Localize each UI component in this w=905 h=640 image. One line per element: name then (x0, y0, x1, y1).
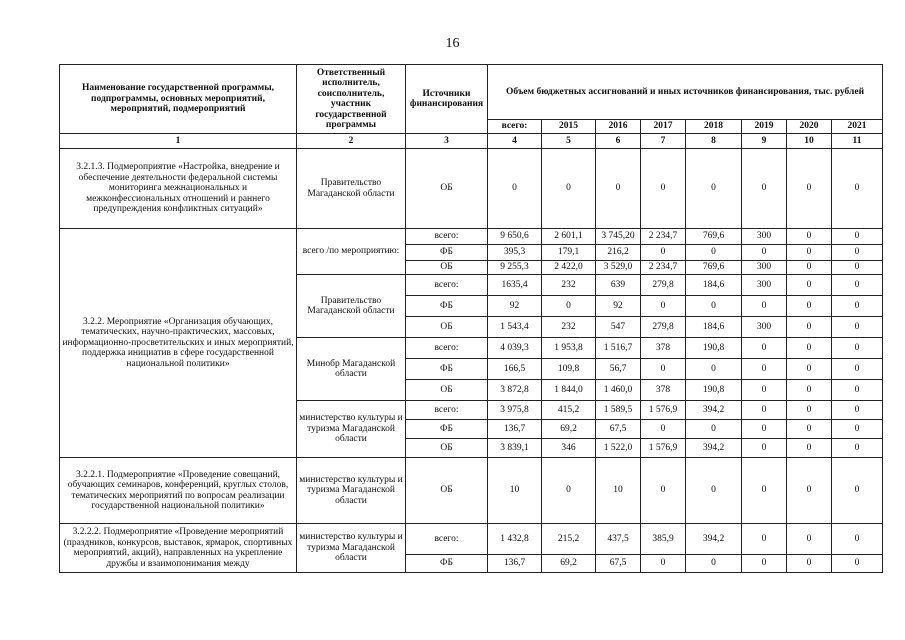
value-cell: 184,6 (686, 275, 742, 296)
value-cell: 0 (742, 380, 787, 401)
value-cell: 0 (742, 458, 787, 524)
value-cell: 9 650,6 (488, 229, 542, 245)
value-cell: 0 (686, 245, 742, 261)
value-cell: 0 (641, 296, 686, 317)
value-cell: 3 839,1 (488, 439, 542, 458)
value-cell: 0 (742, 420, 787, 439)
value-cell: 0 (832, 555, 883, 573)
header-volume: Объем бюджетных ассигнований и иных источников финансирования, тыс. рублей (488, 65, 883, 120)
table-row (60, 524, 883, 555)
table-row (60, 149, 883, 229)
value-cell: 0 (832, 261, 883, 275)
value-cell: 232 (542, 275, 596, 296)
value-cell: 0 (787, 261, 832, 275)
value-cell: 1 460,0 (596, 380, 641, 401)
value-cell: 0 (787, 229, 832, 245)
value-cell: 0 (832, 338, 883, 359)
value-cell: 0 (832, 380, 883, 401)
value-cell: 190,8 (686, 380, 742, 401)
value-cell: 2 601,1 (542, 229, 596, 245)
value-cell: 0 (742, 401, 787, 420)
value-cell: 769,6 (686, 261, 742, 275)
value-cell: 0 (787, 149, 832, 229)
value-cell: 216,2 (596, 245, 641, 261)
source-cell: ОБ (406, 261, 488, 275)
value-cell: 0 (742, 439, 787, 458)
column-number: 6 (596, 134, 641, 149)
value-cell: 0 (542, 149, 596, 229)
header-year: 2018 (686, 120, 742, 134)
value-cell: 4 039,3 (488, 338, 542, 359)
value-cell: 0 (787, 359, 832, 380)
value-cell: 639 (596, 275, 641, 296)
column-number: 10 (787, 134, 832, 149)
value-cell: 378 (641, 380, 686, 401)
value-cell: 67,5 (596, 555, 641, 573)
source-cell: ФБ (406, 296, 488, 317)
column-number: 1 (60, 134, 297, 149)
value-cell: 0 (832, 420, 883, 439)
column-number: 11 (832, 134, 883, 149)
value-cell: 279,8 (641, 317, 686, 338)
value-cell: 0 (832, 458, 883, 524)
value-cell: 385,9 (641, 524, 686, 555)
value-cell: 0 (742, 359, 787, 380)
source-cell: ФБ (406, 359, 488, 380)
value-cell: 0 (787, 439, 832, 458)
value-cell: 346 (542, 439, 596, 458)
value-cell: 0 (787, 275, 832, 296)
executor-cell: Правительство Магаданской области (297, 275, 406, 338)
value-cell: 3 975,8 (488, 401, 542, 420)
value-cell: 0 (686, 420, 742, 439)
value-cell: 0 (641, 245, 686, 261)
value-cell: 394,2 (686, 401, 742, 420)
value-cell: 1 432,8 (488, 524, 542, 555)
value-cell: 56,7 (596, 359, 641, 380)
value-cell: 0 (832, 401, 883, 420)
value-cell: 0 (832, 275, 883, 296)
value-cell: 10 (488, 458, 542, 524)
value-cell: 1 522,0 (596, 439, 641, 458)
source-cell: всего: (406, 338, 488, 359)
header-year: 2019 (742, 120, 787, 134)
value-cell: 1 589,5 (596, 401, 641, 420)
value-cell: 0 (686, 458, 742, 524)
value-cell: 0 (596, 149, 641, 229)
header-year: 2020 (787, 120, 832, 134)
value-cell: 279,8 (641, 275, 686, 296)
value-cell: 547 (596, 317, 641, 338)
measure-name: 3.2.2. Мероприятие «Организация обучающих, тематических, научно-практических, массовых, информационно-просветительских и иных мероприятий, поддержка инициатив в сфере государственной национальной политики» (60, 229, 297, 458)
value-cell: 415,2 (542, 401, 596, 420)
table-row (60, 229, 883, 245)
value-cell: 0 (832, 317, 883, 338)
value-cell: 0 (787, 338, 832, 359)
table-row (60, 458, 883, 524)
value-cell: 395,3 (488, 245, 542, 261)
value-cell: 2 234,7 (641, 261, 686, 275)
value-cell: 0 (832, 359, 883, 380)
header-source: Источники финансирования (406, 65, 488, 134)
value-cell: 1 844,0 (542, 380, 596, 401)
value-cell: 1 516,7 (596, 338, 641, 359)
column-number: 8 (686, 134, 742, 149)
page-number: 16 (445, 36, 460, 51)
source-cell: всего: (406, 229, 488, 245)
value-cell: 0 (787, 555, 832, 573)
value-cell: 136,7 (488, 420, 542, 439)
value-cell: 0 (686, 359, 742, 380)
value-cell: 0 (686, 555, 742, 573)
value-cell: 136,7 (488, 555, 542, 573)
header-year: 2021 (832, 120, 883, 134)
value-cell: 0 (832, 524, 883, 555)
value-cell: 300 (742, 317, 787, 338)
executor-cell: всего /по мероприятию: (297, 229, 406, 275)
value-cell: 0 (832, 149, 883, 229)
executor-cell: министерство культуры и туризма Магаданской области (297, 458, 406, 524)
value-cell: 394,2 (686, 439, 742, 458)
measure-name: 3.2.2.2. Подмероприятие «Проведение мероприятий (праздников, конкурсов, выставок, ярмарок, спортивных мероприятий, акций), направленных на укрепление дружбы и взаимопонимания между (60, 524, 297, 573)
value-cell: 769,6 (686, 229, 742, 245)
value-cell: 0 (832, 296, 883, 317)
column-number: 3 (406, 134, 488, 149)
header-year: 2015 (542, 120, 596, 134)
value-cell: 109,8 (542, 359, 596, 380)
value-cell: 1 576,9 (641, 439, 686, 458)
value-cell: 184,6 (686, 317, 742, 338)
header-year: 2017 (641, 120, 686, 134)
source-cell: всего: (406, 401, 488, 420)
value-cell: 0 (641, 420, 686, 439)
value-cell: 9 255,3 (488, 261, 542, 275)
source-cell: ФБ (406, 245, 488, 261)
value-cell: 3 872,8 (488, 380, 542, 401)
value-cell: 378 (641, 338, 686, 359)
value-cell: 190,8 (686, 338, 742, 359)
column-number: 9 (742, 134, 787, 149)
value-cell: 0 (787, 401, 832, 420)
value-cell: 166,5 (488, 359, 542, 380)
source-cell: ОБ (406, 380, 488, 401)
value-cell: 0 (787, 380, 832, 401)
value-cell: 232 (542, 317, 596, 338)
value-cell: 0 (787, 245, 832, 261)
value-cell: 0 (832, 229, 883, 245)
executor-cell: Правительство Магаданской области (297, 149, 406, 229)
value-cell: 0 (832, 439, 883, 458)
header-year: 2016 (596, 120, 641, 134)
value-cell: 0 (686, 149, 742, 229)
value-cell: 300 (742, 261, 787, 275)
value-cell: 67,5 (596, 420, 641, 439)
value-cell: 92 (596, 296, 641, 317)
header-executor: Ответственный исполнитель, соисполнитель, участник государственной программы (297, 65, 406, 134)
source-cell: ОБ (406, 458, 488, 524)
header-name: Наименование государственной программы, подпрограммы, основных мероприятий, мероприятий, подмероприятий (60, 65, 297, 134)
source-cell: ФБ (406, 555, 488, 573)
header-year: всего: (488, 120, 542, 134)
value-cell: 3 745,20 (596, 229, 641, 245)
executor-cell: министерство культуры и туризма Магаданской области (297, 524, 406, 573)
value-cell: 437,5 (596, 524, 641, 555)
value-cell: 69,2 (542, 555, 596, 573)
value-cell: 0 (787, 458, 832, 524)
value-cell: 0 (832, 245, 883, 261)
value-cell: 0 (787, 420, 832, 439)
value-cell: 10 (596, 458, 641, 524)
value-cell: 179,1 (542, 245, 596, 261)
value-cell: 0 (787, 317, 832, 338)
column-number: 5 (542, 134, 596, 149)
value-cell: 0 (641, 149, 686, 229)
value-cell: 92 (488, 296, 542, 317)
value-cell: 1635,4 (488, 275, 542, 296)
measure-name: 3.2.1.3. Подмероприятие «Настройка, внедрение и обеспечение деятельности федеральной системы мониторинга межнациональных и межконфессиональных отношений и раннего предупреждения конфликтных ситуаций» (60, 149, 297, 229)
value-cell: 0 (787, 296, 832, 317)
value-cell: 0 (742, 338, 787, 359)
value-cell: 69,2 (542, 420, 596, 439)
value-cell: 215,2 (542, 524, 596, 555)
column-number: 4 (488, 134, 542, 149)
executor-cell: Минобр Магаданской области (297, 338, 406, 401)
value-cell: 0 (742, 555, 787, 573)
column-number: 7 (641, 134, 686, 149)
executor-cell: министерство культуры и туризма Магаданской области (297, 401, 406, 458)
value-cell: 0 (742, 149, 787, 229)
budget-table (59, 64, 883, 573)
value-cell: 0 (742, 296, 787, 317)
measure-name: 3.2.2.1. Подмероприятие «Проведение совещаний, обучающих семинаров, конференций, круглых столов, тематических мероприятий по вопросам реализации государственной национальной политики» (60, 458, 297, 524)
source-cell: ОБ (406, 439, 488, 458)
value-cell: 0 (641, 458, 686, 524)
value-cell: 300 (742, 229, 787, 245)
source-cell: ФБ (406, 420, 488, 439)
source-cell: всего: (406, 524, 488, 555)
value-cell: 0 (686, 296, 742, 317)
source-cell: ОБ (406, 149, 488, 229)
value-cell: 0 (742, 245, 787, 261)
value-cell: 0 (488, 149, 542, 229)
value-cell: 3 529,0 (596, 261, 641, 275)
value-cell: 2 234,7 (641, 229, 686, 245)
value-cell: 300 (742, 275, 787, 296)
value-cell: 1 543,4 (488, 317, 542, 338)
value-cell: 0 (641, 359, 686, 380)
column-number: 2 (297, 134, 406, 149)
value-cell: 1 953,8 (542, 338, 596, 359)
value-cell: 1 576,9 (641, 401, 686, 420)
source-cell: ОБ (406, 317, 488, 338)
source-cell: всего: (406, 275, 488, 296)
value-cell: 0 (542, 458, 596, 524)
value-cell: 0 (787, 524, 832, 555)
value-cell: 0 (641, 555, 686, 573)
value-cell: 394,2 (686, 524, 742, 555)
value-cell: 0 (742, 524, 787, 555)
value-cell: 2 422,0 (542, 261, 596, 275)
value-cell: 0 (542, 296, 596, 317)
